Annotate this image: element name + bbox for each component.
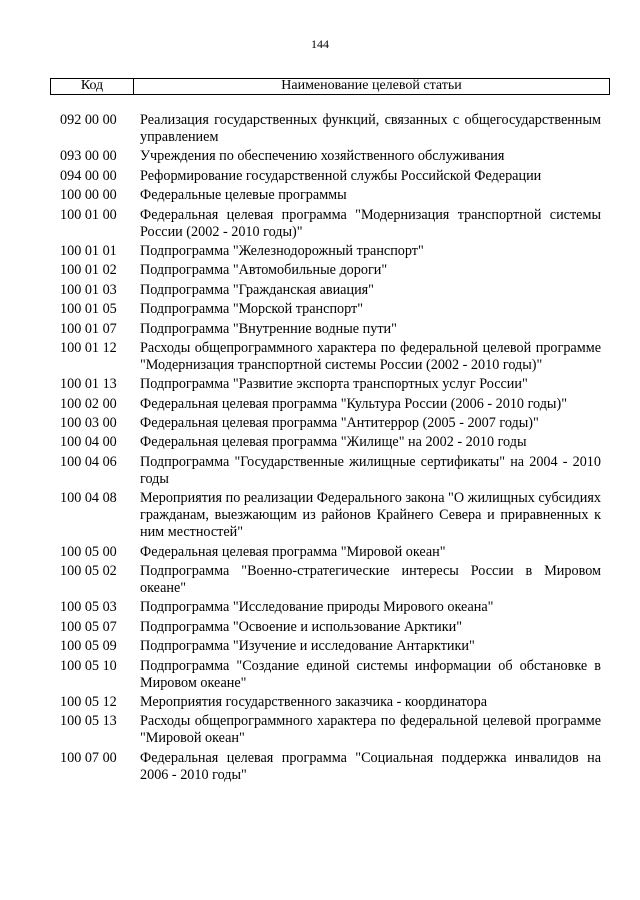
table-row <box>0 207 640 241</box>
table-header <box>50 78 610 95</box>
code-column-header: Код <box>50 79 134 94</box>
table-row <box>0 396 640 413</box>
row-name: Федеральная целевая программа "Модернизация транспортной системы России (2002 - 2010 годы)" <box>140 206 601 240</box>
table-row <box>0 434 640 451</box>
row-code: 100 05 03 <box>60 599 117 616</box>
table-body <box>0 112 640 786</box>
row-name: Подпрограмма "Развитие экспорта транспортных услуг России" <box>140 376 528 393</box>
table-row <box>0 148 640 165</box>
table-row <box>0 112 640 146</box>
row-name: Реформирование государственной службы Российской Федерации <box>140 167 542 184</box>
row-code: 094 00 00 <box>60 167 117 184</box>
row-code: 100 04 06 <box>60 453 117 470</box>
row-name: Мероприятия по реализации Федерального закона "О жилищных субсидиях гражданам, выезжающим из районов Крайнего Севера и приравненных к ним местностей" <box>140 490 601 541</box>
row-name: Учреждения по обеспечению хозяйственного обслуживания <box>140 148 505 165</box>
row-name: Федеральная целевая программа "Жилище" на 2002 - 2010 годы <box>140 434 527 451</box>
row-name: Подпрограмма "Освоение и использование Арктики" <box>140 618 463 635</box>
row-code: 092 00 00 <box>60 112 117 128</box>
row-code: 100 01 05 <box>60 301 117 318</box>
table-row <box>0 563 640 597</box>
table-row <box>0 376 640 393</box>
row-code: 100 05 09 <box>60 638 117 655</box>
row-code: 100 03 00 <box>60 415 117 432</box>
row-name: Подпрограмма "Изучение и исследование Антарктики" <box>140 638 475 655</box>
row-name: Расходы общепрограммного характера по федеральной целевой программе "Модернизация транспортной системы России (2002 - 2010 годы)" <box>140 339 601 373</box>
table-row <box>0 750 640 784</box>
row-name: Федеральная целевая программа "Антитеррор (2005 - 2007 годы)" <box>140 415 539 432</box>
row-code: 100 05 02 <box>60 563 117 580</box>
row-code: 093 00 00 <box>60 148 117 165</box>
row-name: Реализация государственных функций, связанных с общегосударственным управлением <box>140 112 601 145</box>
row-code: 100 01 02 <box>60 262 117 279</box>
table-row <box>0 321 640 338</box>
row-name: Подпрограмма "Создание единой системы информации об обстановке в Мировом океане" <box>140 657 601 691</box>
row-name: Федеральные целевые программы <box>140 187 347 204</box>
row-code: 100 01 00 <box>60 206 117 223</box>
row-name: Подпрограмма "Государственные жилищные сертификаты" на 2004 - 2010 годы <box>140 453 601 487</box>
row-code: 100 04 08 <box>60 490 117 507</box>
table-row <box>0 243 640 260</box>
row-name: Расходы общепрограммного характера по федеральной целевой программе "Мировой океан" <box>140 713 601 747</box>
table-row <box>0 187 640 204</box>
table-row <box>0 168 640 185</box>
table-row <box>0 262 640 279</box>
row-name: Подпрограмма "Автомобильные дороги" <box>140 262 388 279</box>
row-code: 100 01 07 <box>60 320 117 337</box>
row-code: 100 05 10 <box>60 657 117 674</box>
table-row <box>0 490 640 541</box>
row-name: Подпрограмма "Внутренние водные пути" <box>140 320 397 337</box>
table-row <box>0 340 640 374</box>
row-name: Федеральная целевая программа "Мировой океан" <box>140 543 446 560</box>
row-code: 100 00 00 <box>60 187 117 204</box>
row-name: Подпрограмма "Железнодорожный транспорт" <box>140 242 424 259</box>
row-name: Подпрограмма "Военно-стратегические интересы России в Мировом океане" <box>140 563 601 597</box>
table-row <box>0 619 640 636</box>
table-row <box>0 454 640 488</box>
row-code: 100 05 00 <box>60 543 117 560</box>
row-code: 100 05 12 <box>60 693 117 710</box>
row-code: 100 04 00 <box>60 434 117 451</box>
table-row <box>0 301 640 318</box>
row-code: 100 05 13 <box>60 713 117 730</box>
table-row <box>0 658 640 692</box>
row-name: Подпрограмма "Морской транспорт" <box>140 301 364 318</box>
row-code: 100 05 07 <box>60 618 117 635</box>
table-row <box>0 713 640 747</box>
table-row <box>0 638 640 655</box>
row-name: Подпрограмма "Исследование природы Мирового океана" <box>140 599 494 616</box>
table-row <box>0 694 640 711</box>
row-code: 100 07 00 <box>60 749 117 766</box>
row-code: 100 02 00 <box>60 395 117 412</box>
row-code: 100 01 13 <box>60 376 117 393</box>
table-row <box>0 544 640 561</box>
row-name: Федеральная целевая программа "Культура России (2006 - 2010 годы)" <box>140 395 567 412</box>
row-name: Подпрограмма "Гражданская авиация" <box>140 281 374 298</box>
row-code: 100 01 01 <box>60 242 117 259</box>
row-code: 100 01 03 <box>60 281 117 298</box>
name-column-header: Наименование целевой статьи <box>134 79 610 94</box>
row-name: Федеральная целевая программа "Социальная поддержка инвалидов на 2006 - 2010 годы" <box>140 749 601 783</box>
table-row <box>0 599 640 616</box>
row-name: Мероприятия государственного заказчика - координатора <box>140 693 488 710</box>
table-row <box>0 415 640 432</box>
row-code: 100 01 12 <box>60 339 117 356</box>
table-row <box>0 282 640 299</box>
page-number: 144 <box>311 37 329 51</box>
